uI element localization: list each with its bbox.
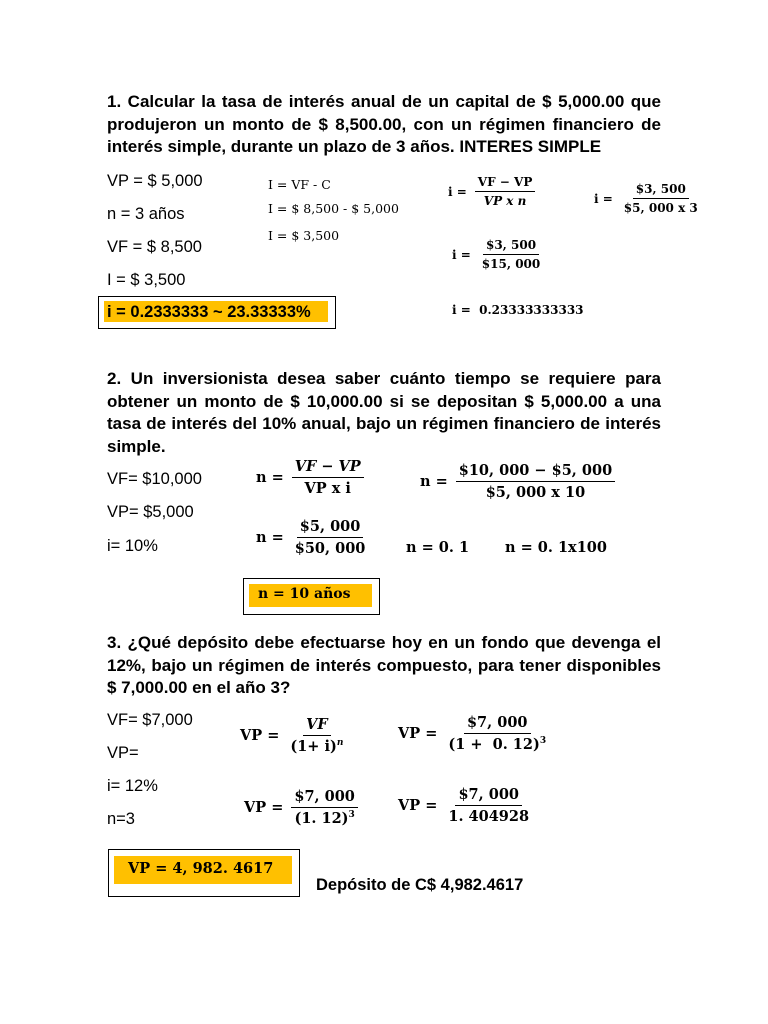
- p2-given-vf: VF= $10,000: [107, 470, 202, 488]
- problem-3-statement: 3. ¿Qué depósito debe efectuarse hoy en un fondo que devenga el 12%, bajo un régimen de interés compuesto, para tener disponibles $ 7,000.00 en el año 3?: [107, 633, 661, 697]
- p3-sub1-den-exp: 3: [539, 736, 547, 747]
- p2-sub2-den: $50, 000: [294, 540, 366, 557]
- p1-sub2-den: $15, 000: [481, 257, 541, 271]
- p2-formula-den: VP x i: [304, 480, 351, 497]
- p1-final: i = 0.23333333333: [452, 303, 584, 317]
- p3-formula-den-base: (1+ i): [290, 738, 337, 755]
- p2-sub2: [256, 518, 368, 557]
- p3-formula-lhs: VP =: [240, 727, 280, 744]
- p3-formula: [240, 716, 346, 755]
- p3-sub3: [398, 786, 532, 825]
- p2-sub1-den: $5, 000 x 10: [485, 484, 586, 501]
- p1-given-vp: VP = $ 5,000: [107, 172, 203, 190]
- p1-sub1-den: $5, 000 x 3: [623, 201, 698, 215]
- p1-sub2-lhs: i =: [452, 247, 471, 262]
- p2-sub1: [420, 462, 615, 501]
- p2-step1: n = 0. 1: [406, 539, 470, 556]
- p1-formula-num: VF − VP: [475, 175, 536, 192]
- p3-sub2: [244, 788, 358, 827]
- p1-sub1-num: $3, 500: [633, 182, 689, 199]
- p2-step2: n = 0. 1x100: [505, 539, 607, 556]
- p1-sub1: [594, 182, 701, 215]
- p1-interest-step-3: I = $ 3,500: [268, 228, 340, 243]
- p1-sub2-num: $3, 500: [483, 238, 539, 255]
- p3-sub3-lhs: VP =: [398, 797, 438, 814]
- p1-sub2: [452, 238, 543, 271]
- p3-given-i: i= 12%: [107, 777, 158, 795]
- p1-given-i: I = $ 3,500: [107, 271, 186, 289]
- p1-result: i = 0.2333333 ~ 23.33333%: [107, 303, 311, 321]
- p2-result: n = 10 años: [258, 586, 351, 602]
- p2-given-i: i= 10%: [107, 537, 158, 555]
- p3-sub1: [398, 714, 549, 753]
- p3-sub2-num: $7, 000: [291, 788, 358, 808]
- p3-formula-num: VF: [303, 716, 331, 736]
- p1-formula-lhs: i =: [448, 184, 467, 199]
- p3-given-vp: VP=: [107, 744, 139, 762]
- p2-sub2-lhs: n =: [256, 529, 284, 546]
- p1-formula-den: VP x n: [483, 194, 527, 208]
- p2-formula-lhs: n =: [256, 469, 284, 486]
- p3-sub3-den: 1. 404928: [448, 808, 530, 825]
- p3-sub2-den-base: (1. 12): [294, 810, 349, 827]
- p2-formula: [256, 458, 364, 497]
- p3-sub1-lhs: VP =: [398, 725, 438, 742]
- problem-1-statement: 1. Calcular la tasa de interés anual de un capital de $ 5,000.00 que produjeron un monto de $ 8,500.00, con un régimen financiero de interés simple, durante un plazo de 3 años. INTERES SIMPLE: [107, 92, 661, 156]
- p1-interest-step-1: I = VF - C: [268, 177, 331, 192]
- p3-sub2-den-exp: 3: [348, 810, 355, 821]
- p1-interest-step-2: I = $ 8,500 - $ 5,000: [268, 201, 399, 216]
- p3-conclusion: Depósito de C$ 4,982.4617: [316, 876, 524, 894]
- p3-sub2-lhs: VP =: [244, 799, 284, 816]
- p3-given-n: n=3: [107, 810, 135, 828]
- problem-2-statement: 2. Un inversionista desea saber cuánto tiempo se requiere para obtener un monto de $ 10,000.00 si se depositan $ 5,000.00 a una tasa de interés del 10% anual, bajo un régimen financiero de interés simple.: [107, 369, 661, 456]
- p3-given-vf: VF= $7,000: [107, 711, 193, 729]
- p2-given-vp: VP= $5,000: [107, 503, 194, 521]
- p2-sub1-num: $10, 000 − $5, 000: [456, 462, 615, 482]
- p3-sub3-num: $7, 000: [455, 786, 522, 806]
- p3-result: VP = 4, 982. 4617: [128, 860, 274, 877]
- p2-sub2-num: $5, 000: [297, 518, 364, 538]
- p2-sub1-lhs: n =: [420, 473, 448, 490]
- p3-sub1-num: $7, 000: [464, 714, 531, 734]
- p2-formula-num: VF − VP: [292, 458, 364, 478]
- p3-formula-den-exp: n: [336, 738, 344, 749]
- p1-given-vf: VF = $ 8,500: [107, 238, 202, 256]
- p3-sub1-den-base: (1 + 0. 12): [448, 736, 540, 753]
- p1-sub1-lhs: i =: [594, 191, 613, 206]
- p1-given-n: n = 3 años: [107, 205, 185, 223]
- p1-formula: [448, 175, 535, 208]
